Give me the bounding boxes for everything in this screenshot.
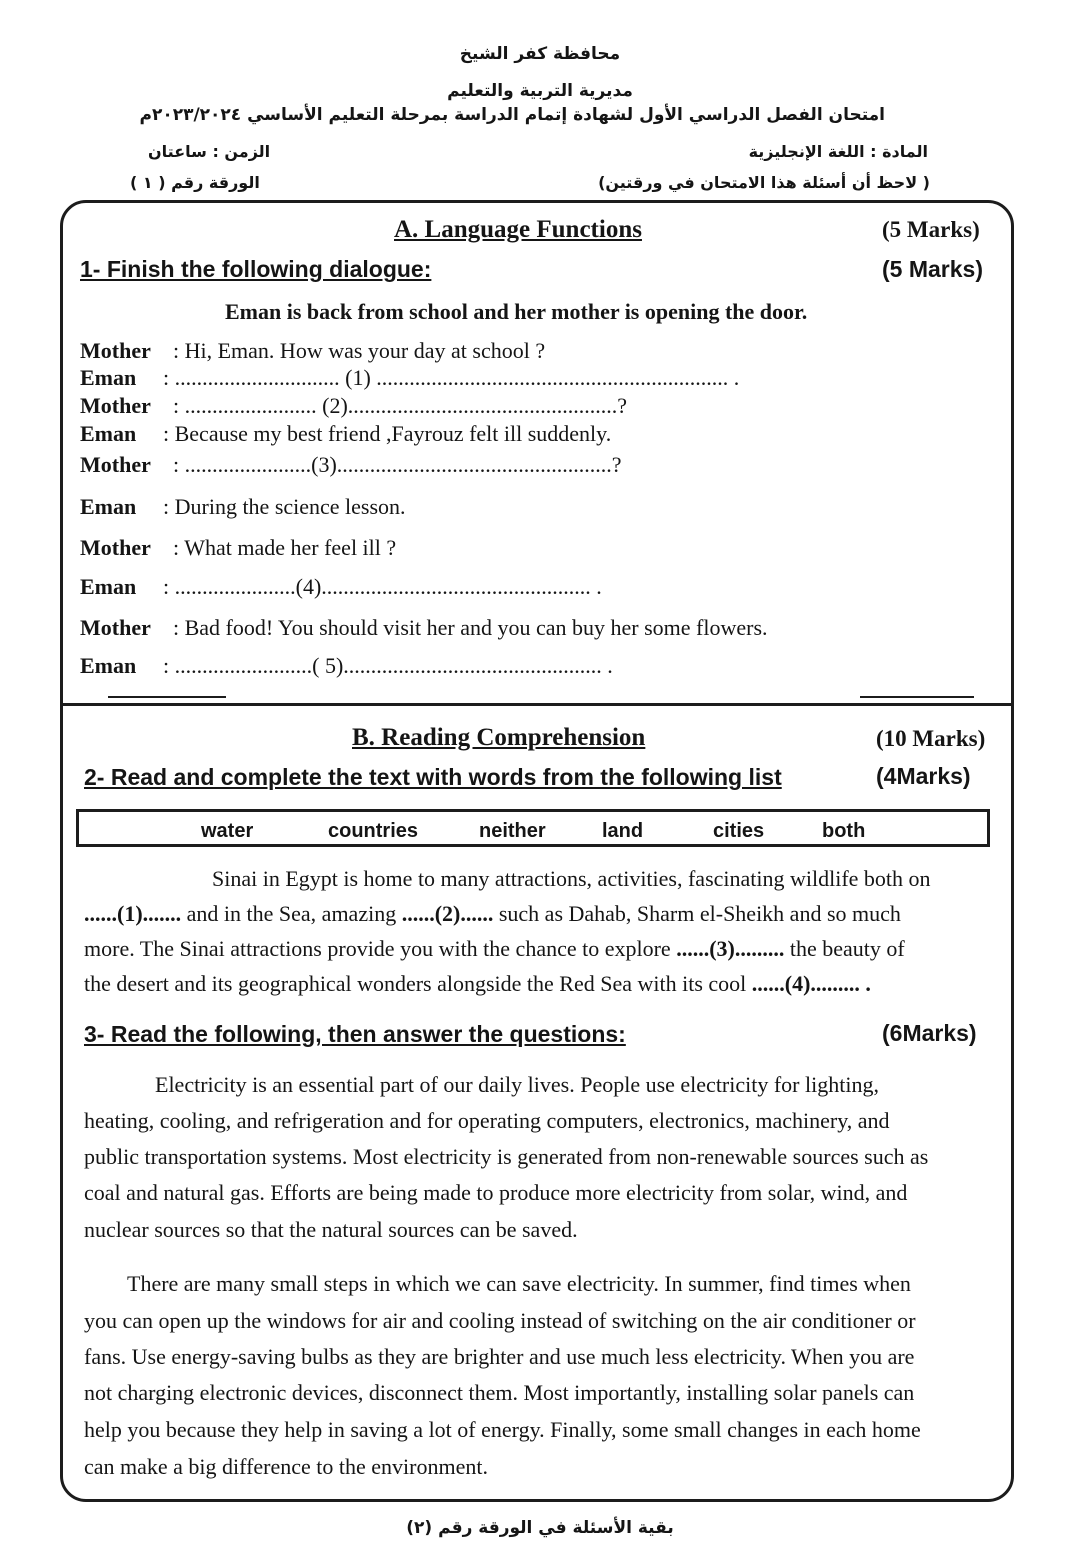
word-list-box [76,809,990,847]
text-segment: the beauty of [784,936,905,961]
q3-marks: (6Marks) [882,1020,977,1046]
dialogue-text: : ........................ (2).................................................? [173,393,628,418]
speaker: Eman [80,365,137,390]
dialogue-line [80,535,396,561]
section-a-title: A. Language Functions [394,216,642,243]
blank-4: ......(4)......... . [751,971,871,996]
dialogue-line [80,653,613,679]
subject-label: المادة : اللغة الإنجليزية [748,142,928,161]
section-b-title: B. Reading Comprehension [352,724,646,751]
speaker: Mother [80,535,151,560]
paper-number: الورقة رقم ( ١ ) [130,173,260,192]
dialogue-line [80,365,739,391]
dialogue-line [80,452,622,478]
dialogue-text: : Hi, Eman. How was your day at school ? [173,338,546,363]
score-line-left [108,696,226,698]
dialogue-line [80,338,545,364]
passage-line: coal and natural gas. Efforts are being made to produce more electricity from solar, wind, and [84,1180,908,1205]
speaker: Mother [80,615,151,640]
dialogue-line [80,393,627,419]
governorate-header: محافظة كفر الشيخ [459,44,621,64]
passage-line: public transportation systems. Most electricity is generated from non-renewable sources such as [84,1144,929,1169]
passage-line: can make a big difference to the environment. [84,1454,488,1479]
q2-text-line [84,971,871,997]
q2-text-line [84,936,905,962]
dialogue-text: : .............................. (1) ................................................................ . [163,365,740,390]
dialogue-text: : .........................( 5)............................................... . [163,653,613,678]
dialogue-text: : What made her feel ill ? [173,535,397,560]
speaker: Mother [80,452,151,477]
passage-line: There are many small steps in which we can save electricity. In summer, find times when [127,1271,911,1296]
passage-line: not charging electronic devices, disconnect them. Most importantly, installing solar panels can [84,1380,915,1405]
dialogue-text: : Because my best friend ,Fayrouz felt ill suddenly. [163,421,612,446]
passage-line: heating, cooling, and refrigeration and for operating computers, electronics, machinery, and [84,1108,890,1133]
word-option: countries [328,820,419,842]
word-option: cities [713,820,765,842]
blank-3: ......(3)......... [676,936,785,961]
passage-line: help you because they help in saving a lot of energy. Finally, some small changes in each home [84,1417,921,1442]
text-segment: more. The Sinai attractions provide you with the chance to explore [84,936,677,961]
dialogue-line [80,574,602,600]
q3-title: 3- Read the following, then answer the questions: [84,1021,626,1047]
speaker: Eman [80,574,137,599]
q2-title: 2- Read and complete the text with words from the following list [84,764,782,790]
dialogue-line [80,421,611,447]
dialogue-line [80,494,406,520]
text-segment: the desert and its geographical wonders alongside the Red Sea with its cool [84,971,752,996]
score-line-right [860,696,974,698]
q2-marks: (4Marks) [876,763,971,789]
q2-text-line: Sinai in Egypt is home to many attractions, activities, fascinating wildlife both on [212,866,931,891]
word-option: neither [479,820,546,842]
word-option: both [822,820,866,842]
word-option: water [201,820,254,842]
dialogue-text: : ......................(4)................................................. . [163,574,602,599]
exam-title: امتحان الفصل الدراسي الأول لشهادة إتمام الدراسة بمرحلة التعليم الأساسي ٢٠٢٣/٢٠٢٤م [139,105,885,125]
passage-line: nuclear sources so that the natural sources can be saved. [84,1217,578,1242]
speaker: Eman [80,653,137,678]
q2-text-line [84,901,901,927]
time-label: الزمن : ساعتان [148,142,271,161]
dialogue-line [80,615,768,641]
speaker: Mother [80,393,151,418]
passage-line: fans. Use energy-saving bulbs as they are brighter and use much less electricity. When you are [84,1344,915,1369]
exam-note: ( لاحظ أن أسئلة هذا الامتحان في ورقتين) [598,173,930,192]
blank-2: ......(2)...... [401,901,494,926]
speaker: Mother [80,338,151,363]
dialogue-situation: Eman is back from school and her mother is opening the door. [225,299,808,324]
dialogue-text: : Bad food! You should visit her and you can buy her some flowers. [173,615,768,640]
word-option: land [602,820,644,842]
dialogue-text: : During the science lesson. [163,494,406,519]
passage-line: you can open up the windows for air and cooling instead of switching on the air conditioner or [84,1308,916,1333]
speaker: Eman [80,421,137,446]
text-segment: and in the Sea, amazing [181,901,402,926]
section-a-marks: (5 Marks) [882,217,980,242]
passage-line: Electricity is an essential part of our daily lives. People use electricity for lighting, [155,1072,879,1097]
directorate-header: مديرية التربية والتعليم [447,81,633,101]
section-divider [62,703,1013,706]
text-segment: such as Dahab, Sharm el-Sheikh and so much [493,901,901,926]
speaker: Eman [80,494,137,519]
dialogue-text: : .......................(3)..................................................? [173,452,622,477]
q1-title: 1- Finish the following dialogue: [80,256,432,282]
section-b-marks: (10 Marks) [876,726,986,751]
blank-1: ......(1)....... [84,901,182,926]
q1-marks: (5 Marks) [882,256,983,282]
footer-note: بقية الأسئلة في الورقة رقم (٢) [406,1518,674,1538]
